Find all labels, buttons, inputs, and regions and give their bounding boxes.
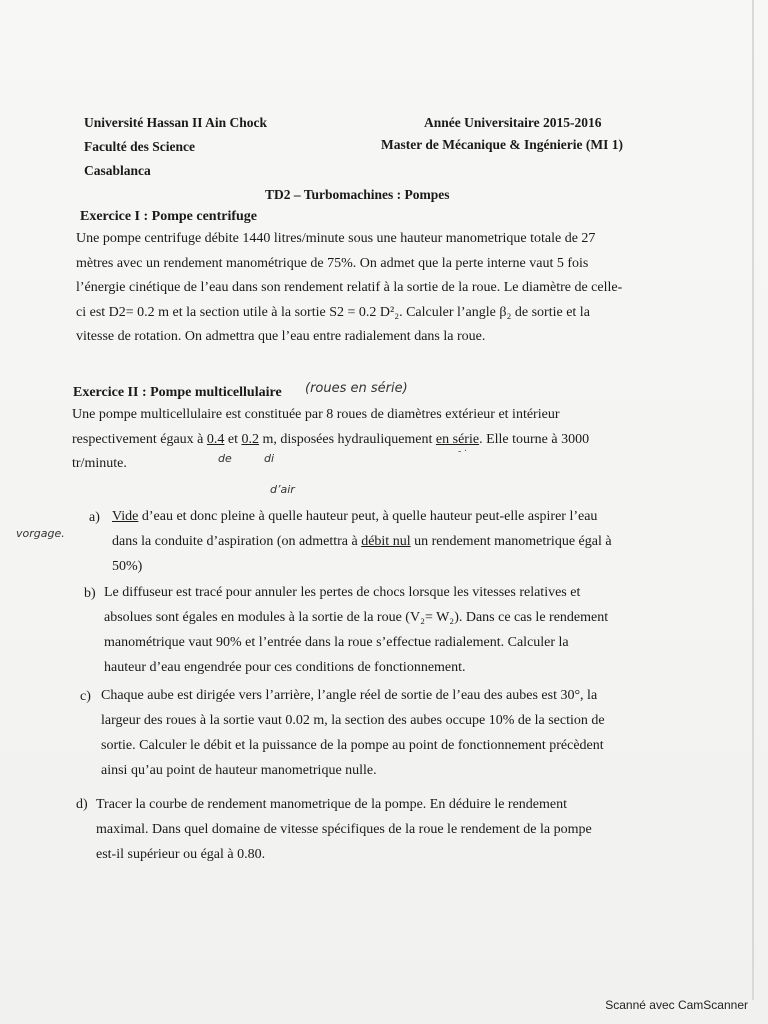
handwritten-de: de [218, 452, 232, 465]
item-a-letter: a) [89, 510, 100, 525]
ex1-line: Une pompe centrifuge débite 1440 litres/minute sous une hauteur manometrique totale de 27 [76, 231, 596, 246]
exercise-2-intro [72, 403, 660, 477]
master-program: Master de Mécanique & Ingénierie (MI 1) [381, 137, 623, 152]
exercise-1-text [76, 227, 656, 350]
debit-nul-underlined: débit nul [361, 534, 411, 549]
item-d-letter: d) [76, 797, 88, 812]
item-a-text: Vide d’eau et donc pleine à quelle hauteur peut, à quelle hauteur peut-elle aspirer l’eau dans la conduite d’aspiration (on admettra à débit nul un rendement manometrique égal à 50%) [112, 509, 612, 574]
item-b-letter: b) [84, 586, 96, 601]
inner-diameter-value: 0.2 [241, 431, 259, 447]
city-name: Casablanca [84, 163, 151, 178]
handwritten-di: di [264, 452, 275, 465]
ex1-line: l’énergie cinétique de l’eau dans son rendement relatif à la sortie de la roue. Le diamètre de celle- [76, 280, 623, 295]
handwritten-margin-note: vorgage. [16, 527, 65, 540]
handwritten-note-series: (roues en série) [305, 381, 408, 396]
exercise-1-title: Exercice I : Pompe centrifuge [80, 209, 258, 224]
document-title: TD2 – Turbomachines : Pompes [265, 187, 450, 202]
faculty-name: Faculté des Science [84, 139, 195, 154]
ex2-line: tr/minute. [72, 456, 127, 471]
item-b-text: Le diffuseur est tracé pour annuler les pertes de chocs lorsque les vitesses relatives et absolues sont égales en modules à la sortie de la roue (V₂= W₂). Dans ce cas le rendement manométrique vaut 90% et l’entrée dans la roue s’effectue radialement. Calculer la hauteur d’eau engendrée pour ces conditions de fonctionnement. [104, 585, 609, 675]
item-d-text: Tracer la courbe de rendement manometrique de la pompe. En déduire le rendement maximal. Dans quel domaine de vitesse spécifiques de la roue le rendement de la pompe est-il supérieur ou égal à 0.80. [96, 797, 592, 862]
ex1-line: ci est D2= 0.2 m et la section utile à la sortie S2 = 0.2 D²₂. Calculer l’angle β₂ de sortie et la [76, 304, 590, 320]
ex2-line: respectivement égaux à 0.4 et 0.2 m, disposées hydrauliquement en série. Elle tourne à 3000 [72, 431, 590, 447]
pen-mark: - · [458, 446, 468, 457]
item-c-letter: c) [80, 689, 91, 704]
outer-diameter-value: 0.4 [206, 431, 225, 447]
exercise-2-title: Exercice II : Pompe multicellulaire [73, 385, 282, 400]
scanner-footer: Scanné avec CamScanner [605, 998, 748, 1012]
item-c-text: Chaque aube est dirigée vers l’arrière, l’angle réel de sortie de l’eau des aubes est 30°, la largeur des roues à la sortie vaut 0.02 m, la section des aubes occupe 10% de la section de sortie. Calculer le débit et la puissance de la pompe au point de fonctionnement précèdent ainsi qu’au point de hauteur manometrique nulle. [101, 688, 605, 778]
ex1-line: mètres avec un rendement manométrique de 75%. On admet que la perte interne vaut 5 fois [76, 255, 589, 271]
ex2-line: Une pompe multicellulaire est constituée par 8 roues de diamètres extérieur et intérieur [72, 407, 560, 422]
academic-year: Année Universitaire 2015-2016 [424, 115, 602, 130]
ex1-line: vitesse de rotation. On admettra que l’eau entre radialement dans la roue. [76, 329, 486, 344]
series-underlined: en série [435, 431, 480, 447]
page-edge [752, 0, 754, 1000]
university-name: Université Hassan II Ain Chock [84, 115, 268, 130]
vide-underlined: Vide [112, 509, 139, 524]
handwritten-dair: d’air [270, 483, 295, 496]
